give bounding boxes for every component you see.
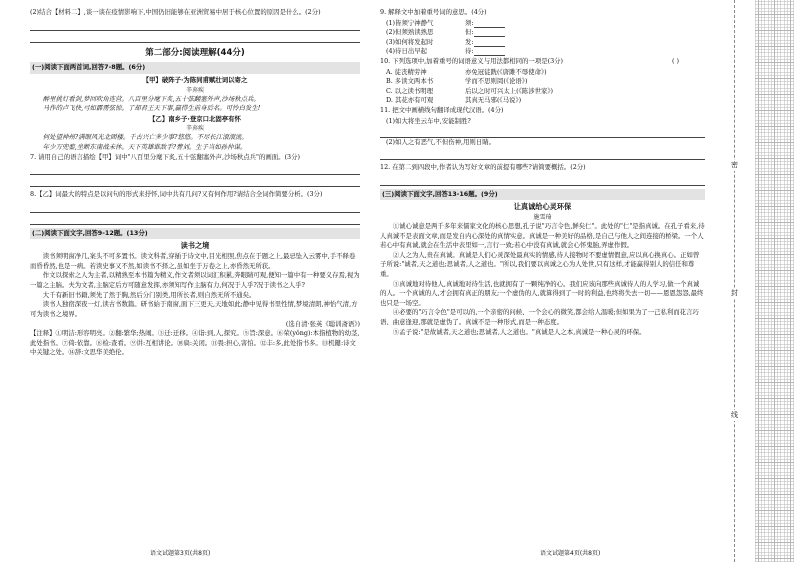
q9-item-prompt: 但: <box>465 28 474 37</box>
page-footer: 语文试题第3页(共8页) <box>150 550 211 557</box>
q10-option[interactable] <box>380 96 705 106</box>
answer-blank[interactable] <box>474 19 505 28</box>
answer-blank[interactable] <box>474 38 505 47</box>
article-title: 让真诚给心灵环保 <box>513 202 572 212</box>
question-8: 8.【乙】词最大的特点是以问句的形式来抒怀,词中共有几问?又有何作用?请结合全词作简要分析。(3分) <box>30 190 323 199</box>
article-paragraph: ④必要的"巧言令色"是可以的,一个亲密的问候、一个会心的微笑,都会给人温暖;但如果为了一己私利而花言巧语、曲意逢迎,那就是虚伪了。真诚不是一种形式,而是一种态度。 <box>380 308 699 327</box>
q9-item-prompt: 须: <box>465 18 474 27</box>
right-column <box>380 8 705 337</box>
question-10 <box>380 57 705 67</box>
article-paragraph: ③真诚地对待他人,真诚地对待生活,也就拥有了一颗纯净的心。我们应该向那些真诚待人的人学习,做一个真诚的人。一个真诚的人,才会拥有真正的朋友;一个虚伪的人,就算得到了一时的利益,也终将失去一切——恩恩怨怨,最终也只是一场空。 <box>380 279 704 307</box>
article-paragraph: 大千有新旧书籍,须先了然于胸,然后分门别类,用所长者,则自然无所不通矣。 <box>42 290 256 299</box>
answer-line[interactable] <box>30 163 360 175</box>
seal-char: 线 <box>731 411 738 419</box>
option-left: B. 多读文两本书 <box>386 77 434 86</box>
answer-paren[interactable]: ( ) <box>671 57 679 66</box>
option-left: D. 其花亦有可观 <box>386 96 434 105</box>
q9-item-label: (1)皆须宁神静气 <box>386 18 434 27</box>
answer-line[interactable] <box>380 126 705 138</box>
question-9: 9. 解释文中加着重号词的意思。(4分) <box>380 8 487 16</box>
option-left: A. 徒丧精劳神 <box>386 67 427 76</box>
q9-item <box>380 28 705 38</box>
q9-item <box>380 47 705 57</box>
part-heading: (一)阅读下面两首词,回答7-8题。(6分) <box>30 62 360 74</box>
answer-blank[interactable] <box>474 47 505 56</box>
question-7: 7. 请用自己的语言描绘【甲】词中"八百里分麾下炙,五十弦翻塞外声,沙场秋点兵"的画面。(3分) <box>30 152 300 161</box>
poem-line: 年少万兜鍪,坐断东南战未休。天下英雄谁敌手?曹刘。生子当如孙仲谋。 <box>42 143 247 152</box>
q9-item <box>380 38 705 48</box>
answer-line[interactable] <box>30 175 360 187</box>
question-2-prompt: (2)结合【材料二】,谈一谈在疫情影响下,中国仍旧能够在亚洲贸易中居于核心位置的原因是什么。(2分) <box>30 8 321 16</box>
q11-item: (1)如大将坐云车中,安能制胜? <box>386 116 471 125</box>
option-right: 学而不思则罔(《论语》) <box>465 77 528 86</box>
answer-line[interactable] <box>380 174 705 186</box>
part-heading: (二)阅读下面文字,回答9-12题。(13分) <box>30 228 360 240</box>
answer-line[interactable] <box>30 213 360 225</box>
answer-blank[interactable] <box>474 28 505 37</box>
annotation-notes: 【注释】①明洁:形容明亮。②翻:繁华;热闹。③迁:迁移。④诣:到,人,探究。⑤旨:深意。⑥荣(yǒng):本指植物的幼茎,此处指书。⑦倚:依靠。⑧检:查看。⑨讲:互相讲论。⑩扃:关闭。⑪畏:担心,害怕。⑫丰:多,此处指书多。⑬机鍵:诗文中关键之处。⑭辞:文思华美绝伦。 <box>30 329 360 357</box>
binding-dashed-line <box>734 0 735 562</box>
q9-item-label: (2)但须熟读熟思 <box>386 28 434 37</box>
part-heading: (三)阅读下面文字,回答13-16题。(9分) <box>380 189 705 201</box>
page-footer: 语文试题第4页(共8页) <box>540 550 601 557</box>
poem-line: 醉里挑灯看剑,梦回吹角连营。八百里分麾下炙,五十弦翻塞外声,沙场秋点兵。 <box>42 94 260 103</box>
q9-item-label: (3)如何将发起时 <box>386 37 434 46</box>
option-right: 亦免冠徒跣(《唐雎不辱使命》) <box>465 67 547 76</box>
answer-line[interactable] <box>30 31 360 43</box>
answer-line[interactable] <box>30 19 360 31</box>
poem-author: 辛弃疾 <box>185 125 204 133</box>
article-paragraph: 读书人独宿深夜一灯,读古书数篇。研书始于南窗,面下三更天,天地如此;静中见得书里性情,梦境清朗,神怡气清,方可为读书之境界。 <box>30 300 358 318</box>
grid-margin <box>755 0 794 562</box>
q11-item: (2)如人之有恶气,不但伤神,用则日睛。 <box>386 138 495 147</box>
seal-char: 密 <box>731 161 738 169</box>
answer-line[interactable] <box>30 201 360 213</box>
article-paragraph: ①诚心诚意是两千多年来儒家文化的核心思想,孔子说"巧言令色,鲜矣仁"。此处的"仁"是指真诚。在孔子看来,待人真诚不是表面文章,而是发自内心深处的真情实意。真诚是一种美好的品格,是自己与他人之间连接的桥梁。一个人若心中有真诚,就会在生活中表里如一,言行一致;若心中没有真诚,就会心怀鬼胎,弄虚作假。 <box>380 221 705 250</box>
article-paragraph: ②人之为人,贵在真诚。真诚是人们心灵深处最真实的情感,待人接物时不要虚情假意,应以真心换真心。正如曾子所说:"诚者,天之道也;思诚者,人之道也。"所以,我们要以真诚之心为人处世,只有这样,才能赢得别人的信任和尊重。 <box>380 250 700 278</box>
article-title: 读书之境 <box>180 241 210 251</box>
option-left: C. 以之读书明理 <box>386 86 434 95</box>
section-title: 第二部分:阅读理解(44分) <box>145 47 245 58</box>
poem-line: 马作的卢飞快,弓如霹雳弦惊。了却君王天下事,赢得生前身后名。可怜白发生! <box>42 104 261 113</box>
left-column <box>30 8 360 358</box>
poem-line: 何处望神州?满眼风光北固楼。千古兴亡多少事?悠悠。不尽长江滚滚流。 <box>42 133 248 142</box>
q9-item-prompt: 待: <box>465 47 474 56</box>
article-author: 施雪琦 <box>533 213 552 221</box>
answer-line[interactable] <box>380 148 705 160</box>
q10-option[interactable] <box>380 68 705 78</box>
question-12: 12. 在第二到四段中,作者认为写好文章的前提有哪些?请简要概括。(2分) <box>380 162 586 171</box>
q10-option[interactable] <box>380 77 705 87</box>
q9-item-label: (4)待日出早起 <box>386 47 428 56</box>
article-paragraph: 作文以探索之人为主者,以精熟至本书篇为精义,作文者须以词汇积累,奔眼睛可观,便知一篇中有一种要义存焉,视为一篇之主脑。夫为文者,主脑定后方可随意发挥,亦须知写作主脑有力,何况于人乎?况于读书之人乎? <box>30 271 360 290</box>
question-10-text: 10. 下列选项中,加着重号的词语意义与用法都相同的一项是(3分) <box>380 57 564 66</box>
option-right: 后以之时可兴太上(《陈涉世家》) <box>465 86 554 95</box>
question-11: 11. 把文中画横线句翻译成现代汉语。(4分) <box>380 106 504 115</box>
article-paragraph: ⑤孟子说:"是故诚者,天之道也;思诚者,人之道也。"真诚是人之本,真诚是一种心灵的环保。 <box>392 327 646 336</box>
seal-char: 封 <box>731 289 738 297</box>
q9-item <box>380 19 705 29</box>
article-source: (选自清·张英《聪训斋语》) <box>285 319 360 328</box>
poem-title: 【乙】南乡子·登京口北固亭有怀 <box>149 114 241 123</box>
poem-title: 【甲】破阵子·为陈同甫赋壮词以寄之 <box>142 75 248 84</box>
poem-author: 辛弃疾 <box>185 86 204 94</box>
article-paragraph: 读书须明窗净几,案头不可多置书。读文科者,穿插于诗文中,目光相照,焦点在于题之上,最忌坠入云雾中,手不释卷而昏昏然,也是一病。若读史事又不然,如读书不择之,虽如坐于万卷之上,亦昏然无所获。 <box>30 252 356 270</box>
option-right: 其真无马邪(《马说》) <box>465 96 522 105</box>
q9-item-prompt: 发: <box>465 37 474 46</box>
